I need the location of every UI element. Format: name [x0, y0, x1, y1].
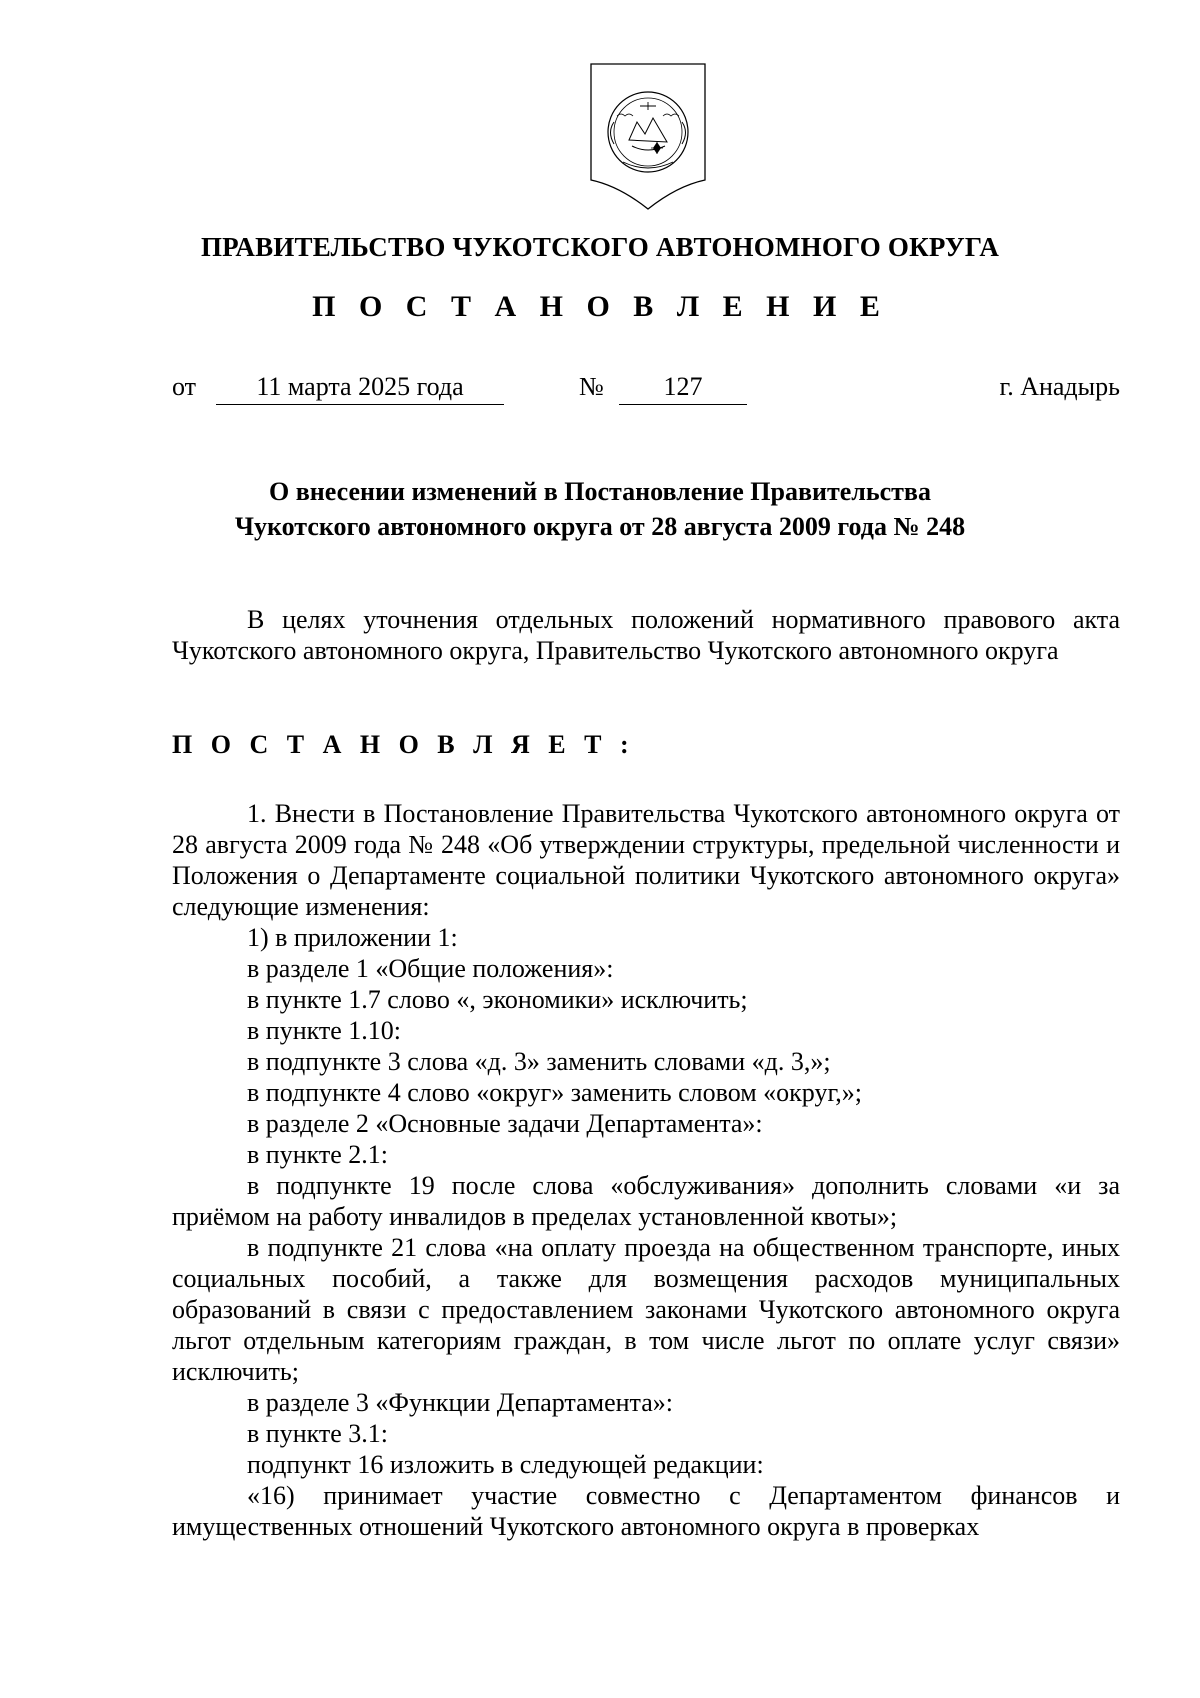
- preamble-paragraph: В целях уточнения отдельных положений нормативного правового акта Чукотского автономного округа, Правительство Чукотского автономного округа: [172, 605, 1120, 665]
- body-line: в пункте 2.1:: [247, 1140, 389, 1169]
- subparagraph-16-text: «16) принимает участие совместно с Департаментом финансов и имущественных отношений Чукотского автономного округа в проверках: [172, 1481, 1120, 1541]
- government-title: ПРАВИТЕЛЬСТВО ЧУКОТСКОГО АВТОНОМНОГО ОКРУГА: [200, 232, 1000, 262]
- body-line: в разделе 2 «Основные задачи Департамента»:: [247, 1109, 763, 1138]
- document-city: г. Анадырь: [999, 372, 1120, 401]
- date-prefix: от: [172, 372, 197, 401]
- decree-word: П О С Т А Н О В Л Я Е Т :: [172, 730, 635, 759]
- subparagraph-19: в подпункте 19 после слова «обслуживания» дополнить словами «и за приёмом на работу инвалидов в пределах установленной квоты»;: [172, 1171, 1120, 1231]
- document-subject: [0, 474, 1200, 544]
- subject-line-2: Чукотского автономного округа от 28 августа 2009 года № 248: [234, 512, 966, 541]
- body-line: в подпункте 4 слово «округ» заменить словом «округ,»;: [247, 1078, 862, 1107]
- item-1-paragraph: 1. Внести в Постановление Правительства Чукотского автономного округа от 28 августа 2009 года № 248 «Об утверждении структуры, предельной численности и Положения о Департаменте социальной политики Чукотского автономного округа» следующие изменения:: [172, 799, 1120, 921]
- subparagraph-21: в подпункте 21 слова «на оплату проезда на общественном транспорте, иных социальных пособий, а также для возмещения расходов муниципальных образований в связи с предоставлением законами Чукотского автономного округа льгот отдельным категориям граждан, в том числе льгот по оплате услуг связи» исключить;: [172, 1233, 1120, 1386]
- document-date: 11 марта 2025 года: [216, 372, 504, 405]
- coat-of-arms-emblem: [587, 62, 709, 212]
- body-line: в разделе 1 «Общие положения»:: [247, 954, 614, 983]
- body-line: в пункте 3.1:: [247, 1419, 389, 1448]
- document-number: 127: [619, 372, 747, 405]
- preamble-block: [172, 604, 1120, 666]
- body-line: в разделе 3 «Функции Департамента»:: [247, 1388, 674, 1417]
- document-type-title: П О С Т А Н О В Л Е Н И Е: [312, 290, 888, 323]
- body-line: в пункте 1.7 слово «, экономики» исключить;: [247, 985, 748, 1014]
- number-sign: №: [579, 372, 604, 401]
- body-line: 1) в приложении 1:: [247, 923, 458, 952]
- body-line: в пункте 1.10:: [247, 1016, 402, 1045]
- decree-body: [172, 798, 1120, 1542]
- subject-line-1: О внесении изменений в Постановление Правительства: [269, 477, 931, 506]
- document-meta-row: [172, 372, 1120, 412]
- body-line: подпункт 16 изложить в следующей редакции:: [247, 1450, 764, 1479]
- body-line: в подпункте 3 слова «д. 3» заменить словами «д. 3,»;: [247, 1047, 831, 1076]
